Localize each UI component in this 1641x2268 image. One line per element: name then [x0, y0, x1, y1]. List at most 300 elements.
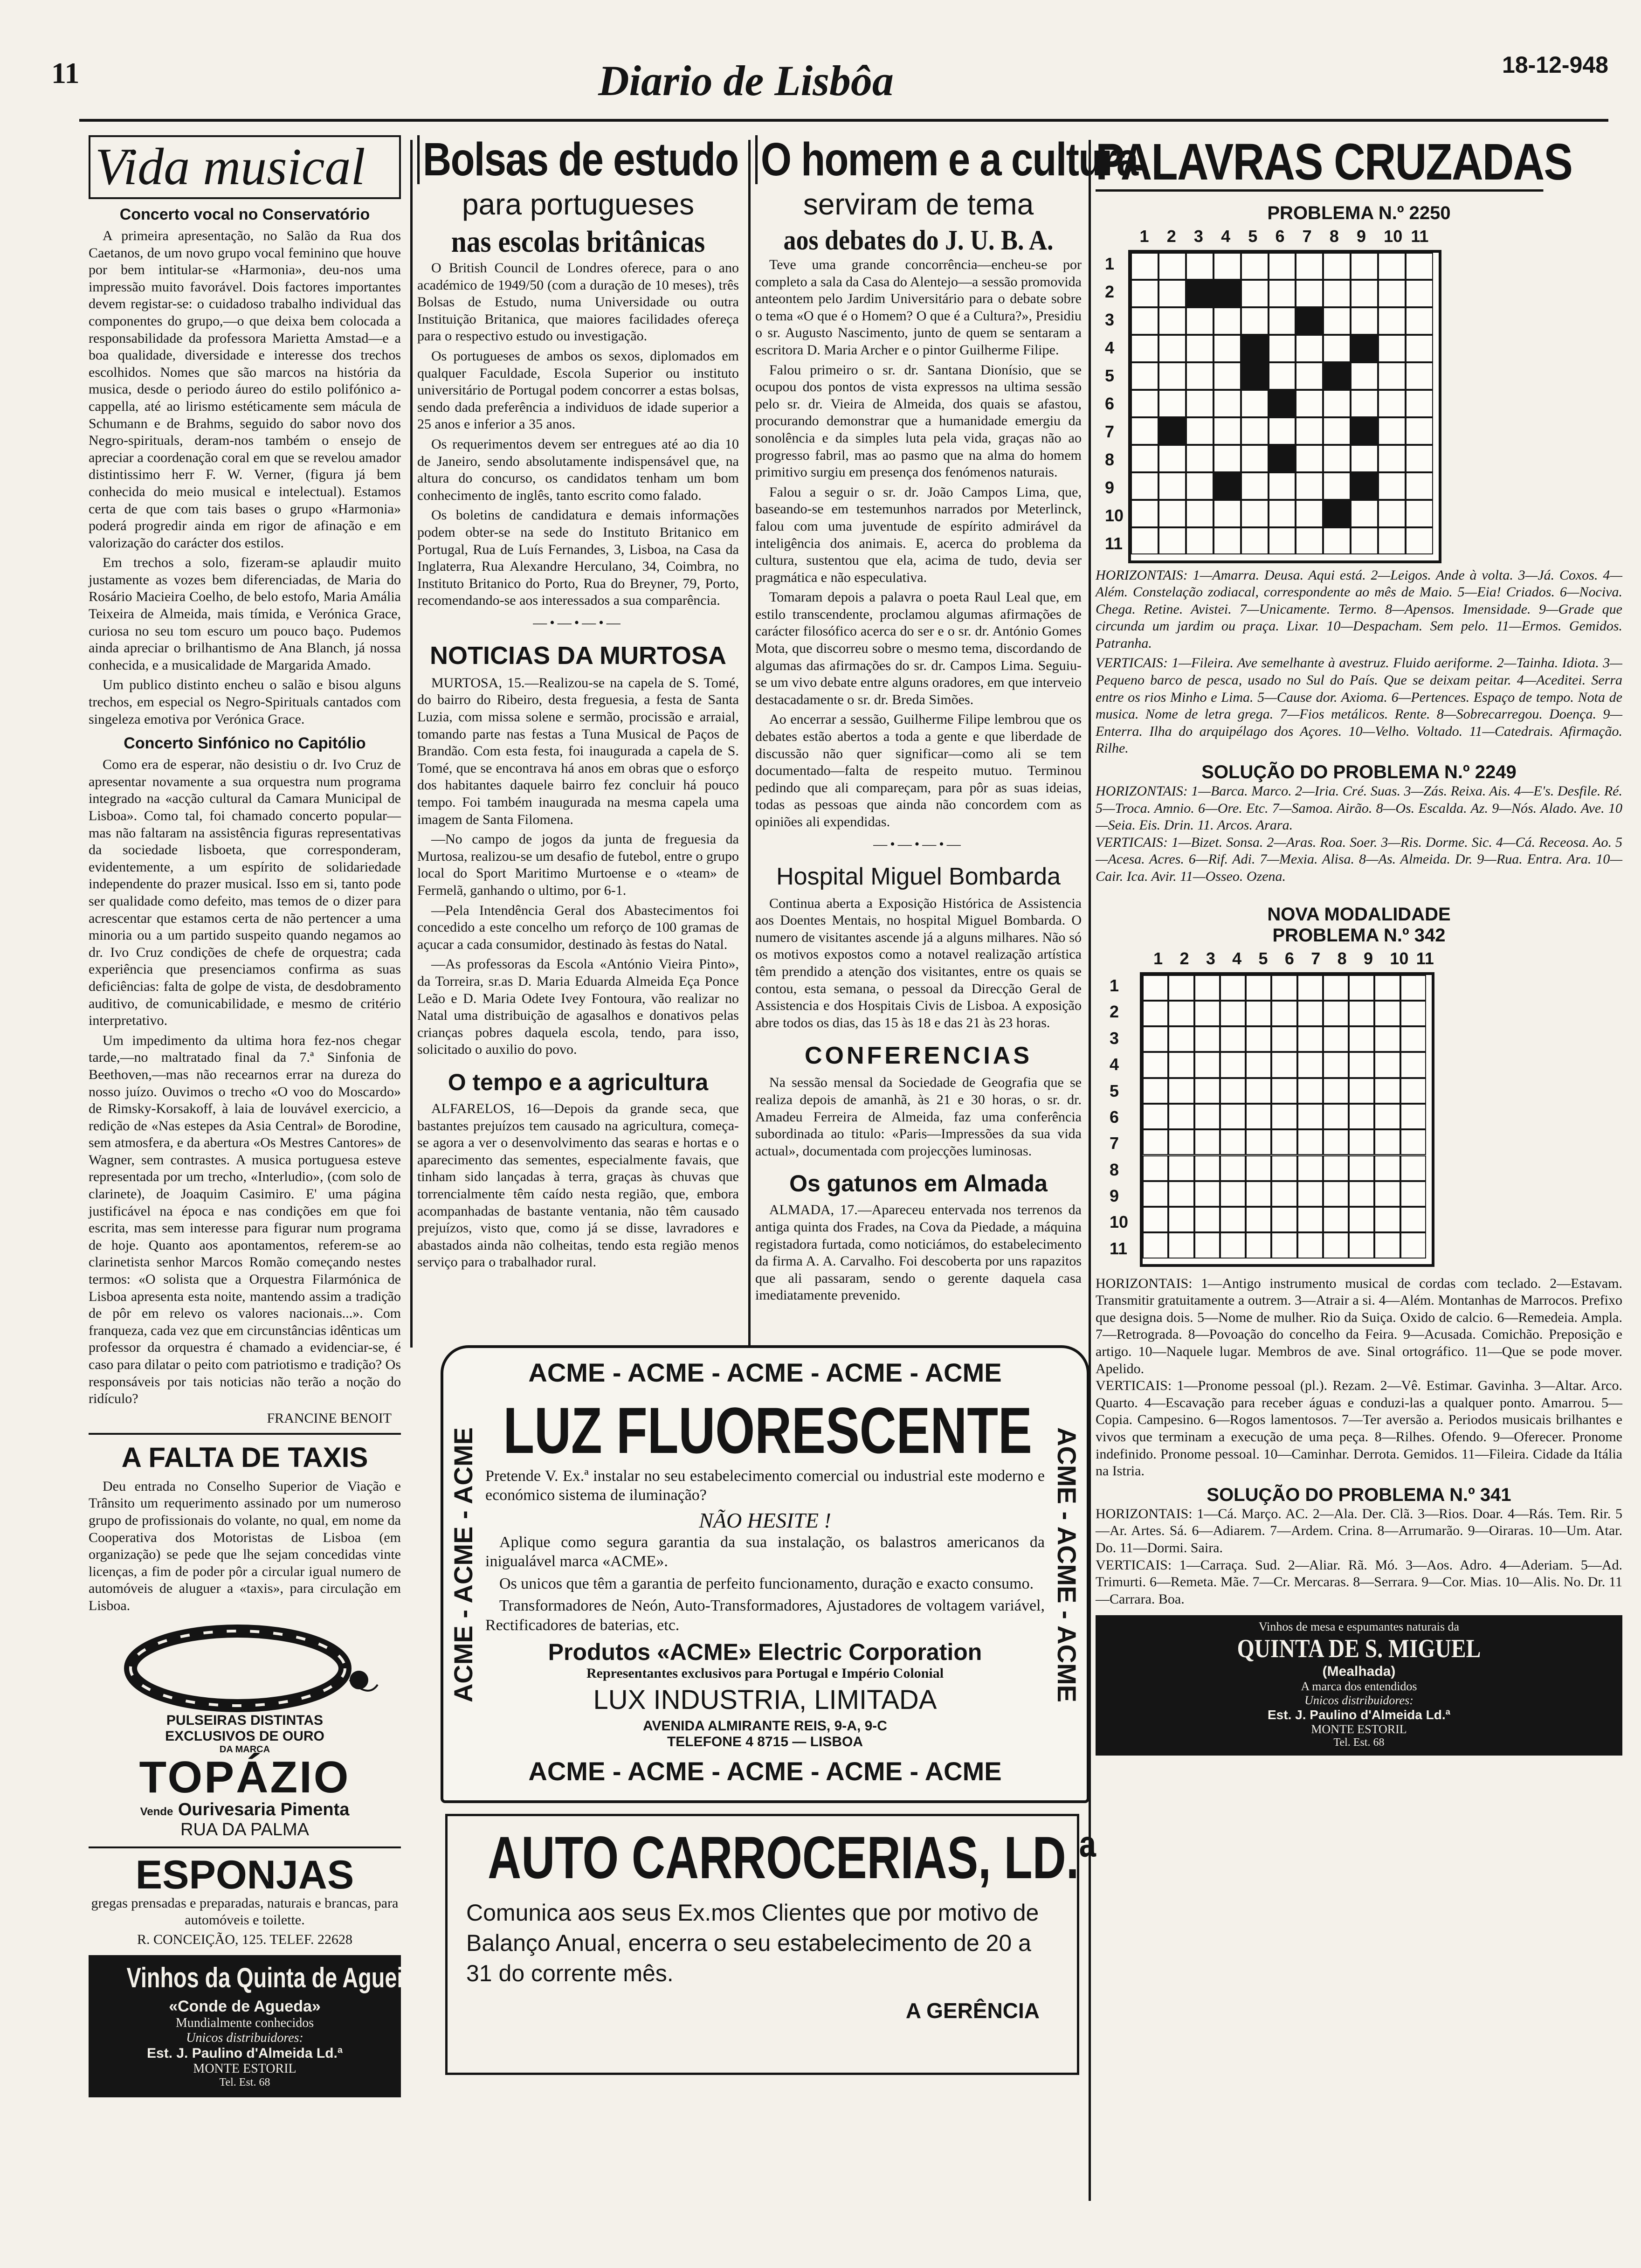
- grid-cell[interactable]: [1297, 1232, 1323, 1258]
- grid-cell[interactable]: [1269, 472, 1296, 500]
- taxis-title: A FALTA DE TAXIS: [121, 1441, 368, 1473]
- grid-cell[interactable]: [1271, 1078, 1297, 1104]
- grid-number: 6: [1110, 1107, 1119, 1127]
- grid-cell[interactable]: [1351, 280, 1378, 307]
- grid-cell[interactable]: [1351, 390, 1378, 417]
- grid-cell[interactable]: [1351, 307, 1378, 335]
- grid-cell[interactable]: [1351, 253, 1378, 280]
- acme-paragraph: Aplique como segura garantia da sua instalação, os balastros americanos da inigualável marca «ACME».: [485, 1533, 1045, 1570]
- crossword-column-numbers: [1147, 948, 1434, 969]
- grid-cell[interactable]: [1271, 1052, 1297, 1078]
- grid-cell[interactable]: [1297, 1001, 1323, 1026]
- grid-cell[interactable]: [1323, 500, 1351, 527]
- grid-cell[interactable]: [1220, 1026, 1246, 1052]
- grid-cell[interactable]: [1168, 1129, 1194, 1155]
- grid-cell[interactable]: [1297, 1078, 1323, 1104]
- grid-cell[interactable]: [1186, 390, 1214, 417]
- grid-number: 9: [1105, 477, 1115, 497]
- grid-cell[interactable]: [1271, 1001, 1297, 1026]
- grid-cell[interactable]: [1241, 253, 1269, 280]
- grid-cell[interactable]: [1241, 362, 1269, 390]
- auto-title: AUTO CARROCERIAS, LD.ª: [488, 1825, 1096, 1891]
- grid-cell[interactable]: [1143, 1207, 1168, 1232]
- issue-date: 18-12-948: [1502, 52, 1608, 78]
- grid-cell[interactable]: [1374, 975, 1400, 1001]
- grid-cell[interactable]: [1143, 1001, 1168, 1026]
- grid-cell[interactable]: [1214, 500, 1241, 527]
- grid-cell[interactable]: [1271, 1155, 1297, 1181]
- grid-cell[interactable]: [1323, 335, 1351, 362]
- grid-cell[interactable]: [1349, 1104, 1374, 1129]
- grid-cell[interactable]: [1186, 335, 1214, 362]
- grid-cell[interactable]: [1323, 307, 1351, 335]
- grid-cell[interactable]: [1168, 1181, 1194, 1207]
- grid-cell[interactable]: [1297, 1207, 1323, 1232]
- grid-cell[interactable]: [1220, 1232, 1246, 1258]
- grid-cell[interactable]: [1186, 500, 1214, 527]
- grid-cell[interactable]: [1406, 472, 1433, 500]
- grid-cell[interactable]: [1297, 1129, 1323, 1155]
- grid-cell[interactable]: [1351, 500, 1378, 527]
- grid-cell[interactable]: [1378, 335, 1406, 362]
- grid-cell[interactable]: [1349, 1078, 1374, 1104]
- grid-cell[interactable]: [1349, 1001, 1374, 1026]
- grid-cell[interactable]: [1246, 1207, 1271, 1232]
- grid-cell[interactable]: [1158, 472, 1186, 500]
- grid-cell[interactable]: [1323, 280, 1351, 307]
- grid-cell[interactable]: [1131, 335, 1158, 362]
- grid-cell[interactable]: [1168, 975, 1194, 1001]
- grid-cell[interactable]: [1400, 1078, 1426, 1104]
- grid-cell[interactable]: [1323, 390, 1351, 417]
- grid-cell[interactable]: [1323, 527, 1351, 555]
- grid-cell[interactable]: [1378, 362, 1406, 390]
- grid-cell[interactable]: [1349, 1155, 1374, 1181]
- grid-cell[interactable]: [1323, 1155, 1349, 1181]
- vinhos-line: Est. J. Paulino d'Almeida Ld.ª: [147, 2045, 343, 2061]
- grid-cell[interactable]: [1374, 1052, 1400, 1078]
- article-paragraph: MURTOSA, 15.—Realizou-se na capela de S. Tomé, do bairro do Ribeiro, desta freguesia, a festa de Santa Luzia, com missa solene e sermão, procissão e arraial, tomando parte nas festas a Tuna Musical de Paços de Brandão. Com esta festa, foi inaugurada a capela de S. Tomé, que se encontrava há anos em obras que o esforço dos habitantes daquele bairro fez concluir há pouco tempo. Foi também inaugurada na mesma capela uma imagem de Santa Filomena.: [417, 675, 739, 827]
- grid-cell[interactable]: [1296, 472, 1323, 500]
- grid-cell[interactable]: [1158, 280, 1186, 307]
- grid-cell[interactable]: [1269, 280, 1296, 307]
- grid-cell[interactable]: [1323, 1207, 1349, 1232]
- grid-cell[interactable]: [1296, 445, 1323, 472]
- grid-cell[interactable]: [1296, 390, 1323, 417]
- grid-cell[interactable]: [1323, 445, 1351, 472]
- grid-cell[interactable]: [1323, 1052, 1349, 1078]
- grid-cell[interactable]: [1158, 335, 1186, 362]
- grid-cell[interactable]: [1269, 527, 1296, 555]
- grid-cell[interactable]: [1374, 1001, 1400, 1026]
- grid-cell[interactable]: [1194, 1129, 1220, 1155]
- grid-cell[interactable]: [1349, 1026, 1374, 1052]
- grid-cell[interactable]: [1194, 1181, 1220, 1207]
- grid-cell[interactable]: [1406, 527, 1433, 555]
- article-paragraph: Os boletins de candidatura e demais informações podem obter-se na sede do Instituto Britanico em Portugal, Rua de Luís Fernandes, 3, Lisboa, na Casa da Inglaterra, Rua Alexandre Herculano, 34, Coimbra, no Instituto Britanico do Porto, Rua do Breyner, 79, Porto, recomendando-se aos interessados a sua comparência.: [417, 507, 739, 608]
- grid-cell[interactable]: [1168, 1104, 1194, 1129]
- solution-2249-verticals: VERTICAIS: 1—Bizet. Sonsa. 2—Aras. Roa. Soer. 3—Ris. Dorme. Sic. 4—Cá. Receosa. Ao. 5—Acesa. Acres. 6—Rif. Adi. 7—Mexia. Alisa. 8—As. Almeida. Dr. 9—Rua. Entra. Ara. 10—Cair. Ica. Avir. 11—Osseo. Ozena.: [1096, 834, 1622, 884]
- grid-cell[interactable]: [1158, 362, 1186, 390]
- crossword-horizontals: HORIZONTAIS: 1—Amarra. Deusa. Aqui está. 2—Leigos. Ande à volta. 3—Já. Coxos. 4—Além. Constelação zodiacal, correspondente ao mês de Maio. 5—Eia! Criados. 6—Nociva. Chega. Retine. Avistei. 7—Unicamente. Termo. 8—Apensos. Imensidade. 9—Grade que circunda um jardim ou praça. Lixar. 10—Despacham. Sem pelo. 11—Ermos. Gemidos. Patranha.: [1096, 567, 1622, 651]
- crossword-title: PALAVRAS CRUZADAS: [1096, 133, 1572, 191]
- grid-cell[interactable]: [1168, 1052, 1194, 1078]
- grid-cell[interactable]: [1296, 417, 1323, 445]
- grid-cell[interactable]: [1378, 253, 1406, 280]
- grid-cell[interactable]: [1406, 335, 1433, 362]
- grid-number: 11: [1411, 226, 1429, 246]
- solution-2249-horizontals: HORIZONTAIS: 1—Barca. Marco. 2—Iria. Cré. Suas. 3—Zás. Reixa. Ais. 4—E's. Desfile. Ré. 5—Troca. Amnio. 6—Ore. Etc. 7—Samoa. Airão. 8—Os. Escalda. Az. 9—Nós. Alado. Ave. 10—Seia. Eis. Drin. 11. Arcos. Arara.: [1096, 783, 1622, 833]
- grid-cell[interactable]: [1143, 1129, 1168, 1155]
- grid-cell[interactable]: [1374, 1232, 1400, 1258]
- grid-cell[interactable]: [1400, 1232, 1426, 1258]
- grid-number: 7: [1110, 1134, 1119, 1153]
- grid-cell[interactable]: [1158, 445, 1186, 472]
- grid-cell[interactable]: [1241, 390, 1269, 417]
- grid-cell[interactable]: [1214, 253, 1241, 280]
- crossword-grid-2250: [1128, 250, 1441, 563]
- grid-cell[interactable]: [1406, 253, 1433, 280]
- grid-cell[interactable]: [1374, 1078, 1400, 1104]
- grid-cell[interactable]: [1406, 280, 1433, 307]
- grid-cell[interactable]: [1296, 527, 1323, 555]
- grid-cell[interactable]: [1158, 417, 1186, 445]
- grid-cell[interactable]: [1323, 1129, 1349, 1155]
- grid-cell[interactable]: [1378, 417, 1406, 445]
- grid-cell[interactable]: [1214, 390, 1241, 417]
- grid-cell[interactable]: [1131, 280, 1158, 307]
- grid-cell[interactable]: [1269, 390, 1296, 417]
- grid-cell[interactable]: [1131, 253, 1158, 280]
- grid-cell[interactable]: [1158, 307, 1186, 335]
- article-paragraph: Ao encerrar a sessão, Guilherme Filipe lembrou que os debates estão abertos a toda a gente e que liberdade de discussão não quer significar—como ali se tem documentado—falta de respeito mutuo. Terminou pedindo que ali compareçam, para pôr as suas ideias, todas as pessoas que ainda não concordem com as opiniões ali expendidas.: [755, 712, 1082, 830]
- grid-cell[interactable]: [1220, 1052, 1246, 1078]
- grid-cell[interactable]: [1378, 390, 1406, 417]
- grid-cell[interactable]: [1220, 1181, 1246, 1207]
- grid-cell[interactable]: [1220, 1155, 1246, 1181]
- grid-cell[interactable]: [1214, 362, 1241, 390]
- grid-cell[interactable]: [1297, 1104, 1323, 1129]
- grid-cell[interactable]: [1143, 1104, 1168, 1129]
- grid-cell[interactable]: [1271, 1129, 1297, 1155]
- grid-cell[interactable]: [1220, 975, 1246, 1001]
- grid-cell[interactable]: [1378, 445, 1406, 472]
- grid-cell[interactable]: [1406, 390, 1433, 417]
- grid-cell[interactable]: [1246, 1078, 1271, 1104]
- grid-cell[interactable]: [1214, 307, 1241, 335]
- solution-341-horizontals: HORIZONTAIS: 1—Cá. Março. AC. 2—Ala. Der. Clã. 3—Rios. Doar. 4—Rás. Tem. Rir. 5—Ar. Artes. Sá. 6—Adiarem. 7—Ardem. Crina. 8—Arrumarão. 9—Oiraras. 10—Um. Atar. Do. 11—Dormi. Saira.: [1096, 1506, 1622, 1556]
- quinta-sao-miguel-ad: [1096, 1615, 1622, 1756]
- grid-cell[interactable]: [1220, 1207, 1246, 1232]
- grid-cell[interactable]: [1186, 445, 1214, 472]
- acme-phone: TELEFONE 4 8715 — LISBOA: [667, 1734, 863, 1750]
- grid-cell[interactable]: [1400, 1001, 1426, 1026]
- acme-paragraph: Transformadores de Neón, Auto-Transformadores, Ajustadores de voltagem variável, Rectificadores de baterias, etc.: [485, 1597, 1045, 1634]
- quinta-line: Unicos distribuidores:: [1304, 1694, 1413, 1708]
- grid-cell[interactable]: [1271, 1232, 1297, 1258]
- page-number: 11: [51, 56, 80, 90]
- grid-cell[interactable]: [1158, 500, 1186, 527]
- grid-cell[interactable]: [1400, 1155, 1426, 1181]
- grid-cell[interactable]: [1241, 335, 1269, 362]
- grid-number: 6: [1284, 948, 1294, 968]
- grid-cell[interactable]: [1131, 500, 1158, 527]
- grid-cell[interactable]: [1186, 472, 1214, 500]
- crossword-grid-342: [1140, 972, 1434, 1267]
- grid-cell[interactable]: [1323, 1104, 1349, 1129]
- grid-cell[interactable]: [1168, 1232, 1194, 1258]
- grid-cell[interactable]: [1194, 1207, 1220, 1232]
- grid-cell[interactable]: [1378, 527, 1406, 555]
- grid-cell[interactable]: [1406, 417, 1433, 445]
- grid-cell[interactable]: [1351, 445, 1378, 472]
- grid-cell[interactable]: [1269, 500, 1296, 527]
- hospital-title: Hospital Miguel Bombarda: [776, 863, 1061, 890]
- grid-cell[interactable]: [1400, 1026, 1426, 1052]
- grid-cell[interactable]: [1220, 1078, 1246, 1104]
- acme-products: Produtos «ACME» Electric Corporation: [548, 1639, 982, 1666]
- grid-cell[interactable]: [1186, 253, 1214, 280]
- grid-cell[interactable]: [1214, 335, 1241, 362]
- grid-cell[interactable]: [1168, 1001, 1194, 1026]
- grid-cell[interactable]: [1241, 307, 1269, 335]
- quinta-title: QUINTA DE S. MIGUEL: [1237, 1634, 1481, 1664]
- grid-cell[interactable]: [1406, 500, 1433, 527]
- grid-number: 8: [1329, 226, 1339, 246]
- grid-cell[interactable]: [1271, 975, 1297, 1001]
- grid-cell[interactable]: [1246, 1155, 1271, 1181]
- grid-cell[interactable]: [1143, 1026, 1168, 1052]
- grid-cell[interactable]: [1194, 1155, 1220, 1181]
- esponjas-title: ESPONJAS: [135, 1852, 354, 1897]
- grid-cell[interactable]: [1246, 1232, 1271, 1258]
- grid-cell[interactable]: [1143, 1232, 1168, 1258]
- grid-cell[interactable]: [1406, 307, 1433, 335]
- grid-cell[interactable]: [1297, 1155, 1323, 1181]
- grid-cell[interactable]: [1131, 527, 1158, 555]
- grid-cell[interactable]: [1246, 1129, 1271, 1155]
- grid-cell[interactable]: [1186, 417, 1214, 445]
- article-paragraph: —No campo de jogos da junta de freguesia da Murtosa, realizou-se um desafio de futebol, entre o grupo local do Sport Maritimo Murtoense e o «team» de Fermelã, ganhando o ultimo, por 6-1.: [417, 831, 739, 898]
- grid-cell[interactable]: [1349, 1181, 1374, 1207]
- article-paragraph: Um impedimento da ultima hora fez-nos chegar tarde,—no maltratado final da 7.ª Sinfonia de Beethoven,—mas não recearnos errar na dureza do nosso juízo. Ouvimos o trecho «O voo do Moscardo» de Rimsky-Korsakoff, à laia de louvável exercicio, a redição de «Nas estepes da Asia Central» de Borodine, sem atmosfera, e da abertura «Os Mestres Cantores» de Wagner, sem contrastes. A musica portuguesa esteve representada por um trecho, «Interludio», (com solo de clarinete), de Joaquim Casimiro. E' uma página justificável na época e nas condições em que foi escrita, mas sem interesse para figurar num programa de hoje. Quanto aos apontamentos, referem-se ao clarinetista senhor Marcos Romão começando nestes termos: «O solista que a Orquestra Filarmónica de Lisboa apresenta esta noite, mantendo assim a tradição de pôr em relevo os valores nacionais...». Com franqueza, cada vez que em circunstâncias idênticas um professor da orquestra é chamado a evidenciar-se, é caso para dilatar o peito com patriotismo e tradição? Os responsáveis por tais noticias não terão a noção do ridículo?: [89, 1032, 401, 1407]
- grid-cell[interactable]: [1296, 500, 1323, 527]
- grid-number: 2: [1179, 948, 1189, 968]
- grid-cell[interactable]: [1168, 1078, 1194, 1104]
- grid-cell[interactable]: [1406, 445, 1433, 472]
- grid-cell[interactable]: [1269, 307, 1296, 335]
- grid-number: 4: [1221, 226, 1231, 246]
- grid-cell[interactable]: [1269, 417, 1296, 445]
- grid-cell[interactable]: [1351, 417, 1378, 445]
- grid-cell[interactable]: [1351, 527, 1378, 555]
- grid-cell[interactable]: [1296, 335, 1323, 362]
- grid-cell[interactable]: [1214, 445, 1241, 472]
- grid-cell[interactable]: [1400, 1181, 1426, 1207]
- crossword-row-numbers: [1110, 972, 1128, 1261]
- acme-nao-hesite: NÃO HESITE !: [699, 1508, 831, 1532]
- grid-cell[interactable]: [1241, 472, 1269, 500]
- grid-cell[interactable]: [1143, 1052, 1168, 1078]
- grid-cell[interactable]: [1406, 362, 1433, 390]
- quinta-sub: (Mealhada): [1322, 1664, 1396, 1680]
- column-rule: [748, 140, 751, 1348]
- topazio-brand: TOPÁZIO: [139, 1752, 351, 1802]
- grid-cell[interactable]: [1296, 253, 1323, 280]
- grid-cell[interactable]: [1214, 417, 1241, 445]
- grid-cell[interactable]: [1246, 975, 1271, 1001]
- grid-cell[interactable]: [1269, 335, 1296, 362]
- grid-cell[interactable]: [1194, 1104, 1220, 1129]
- grid-cell[interactable]: [1271, 1104, 1297, 1129]
- grid-cell[interactable]: [1131, 472, 1158, 500]
- grid-cell[interactable]: [1220, 1129, 1246, 1155]
- grid-cell[interactable]: [1349, 1232, 1374, 1258]
- grid-cell[interactable]: [1323, 253, 1351, 280]
- grid-cell[interactable]: [1241, 527, 1269, 555]
- grid-cell[interactable]: [1194, 1052, 1220, 1078]
- grid-number: 8: [1337, 948, 1347, 968]
- grid-cell[interactable]: [1374, 1207, 1400, 1232]
- auto-carrocerias-ad: [445, 1814, 1096, 2075]
- grid-cell[interactable]: [1246, 1001, 1271, 1026]
- grid-cell[interactable]: [1246, 1026, 1271, 1052]
- grid-number: 4: [1105, 338, 1115, 357]
- grid-cell[interactable]: [1296, 307, 1323, 335]
- grid-cell[interactable]: [1214, 527, 1241, 555]
- grid-cell[interactable]: [1378, 472, 1406, 500]
- grid-cell[interactable]: [1323, 1232, 1349, 1258]
- grid-cell[interactable]: [1400, 975, 1426, 1001]
- grid-cell[interactable]: [1323, 1001, 1349, 1026]
- grid-cell[interactable]: [1349, 1129, 1374, 1155]
- grid-cell[interactable]: [1351, 362, 1378, 390]
- article-paragraph: ALMADA, 17.—Apareceu entervada nos terrenos da antiga quinta dos Frades, na Cova da Piedade, a máquina registadora furtada, como noticiámos, do estabelecimento da firma A. A. Carvalho. Foi descoberta por uns rapazitos que ali passaram, sendo o gerente daquela casa imediatamente prevenido.: [755, 1202, 1082, 1303]
- grid-cell[interactable]: [1349, 1207, 1374, 1232]
- grid-cell[interactable]: [1400, 1129, 1426, 1155]
- grid-cell[interactable]: [1323, 472, 1351, 500]
- grid-cell[interactable]: [1131, 390, 1158, 417]
- grid-cell[interactable]: [1271, 1207, 1297, 1232]
- grid-cell[interactable]: [1400, 1207, 1426, 1232]
- grid-cell[interactable]: [1194, 1078, 1220, 1104]
- grid-cell[interactable]: [1143, 1181, 1168, 1207]
- grid-cell[interactable]: [1269, 253, 1296, 280]
- tempo-title: O tempo e a agricultura: [448, 1069, 709, 1095]
- grid-cell[interactable]: [1349, 1052, 1374, 1078]
- grid-cell[interactable]: [1323, 1181, 1349, 1207]
- grid-cell[interactable]: [1323, 417, 1351, 445]
- article-paragraph: —Pela Intendência Geral dos Abastecimentos foi concedido a este concelho um reforço de 100 gramas de açucar a cada consumidor, destinado às festas do Natal.: [417, 902, 739, 952]
- header-rule: [79, 119, 1608, 122]
- grid-number: 10: [1110, 1212, 1129, 1232]
- grid-number: 4: [1232, 948, 1242, 968]
- grid-number: 5: [1110, 1081, 1119, 1100]
- grid-cell[interactable]: [1246, 1052, 1271, 1078]
- grid-cell[interactable]: [1168, 1207, 1194, 1232]
- grid-cell[interactable]: [1131, 417, 1158, 445]
- grid-cell[interactable]: [1131, 362, 1158, 390]
- bolsas-mid: nas escolas britânicas: [451, 225, 705, 259]
- grid-cell[interactable]: [1323, 362, 1351, 390]
- grid-cell[interactable]: [1220, 1001, 1246, 1026]
- grid-cell[interactable]: [1297, 1026, 1323, 1052]
- grid-cell[interactable]: [1374, 1129, 1400, 1155]
- grid-cell[interactable]: [1241, 500, 1269, 527]
- column-crosswords: [1096, 135, 1622, 2224]
- grid-cell[interactable]: [1194, 1232, 1220, 1258]
- grid-cell[interactable]: [1186, 362, 1214, 390]
- grid-cell[interactable]: [1186, 307, 1214, 335]
- grid-cell[interactable]: [1323, 1026, 1349, 1052]
- grid-cell[interactable]: [1297, 1052, 1323, 1078]
- grid-cell[interactable]: [1194, 1026, 1220, 1052]
- grid-cell[interactable]: [1186, 280, 1214, 307]
- crossword-area-342: [1096, 949, 1622, 1275]
- grid-cell[interactable]: [1349, 975, 1374, 1001]
- grid-cell[interactable]: [1143, 1155, 1168, 1181]
- grid-cell[interactable]: [1220, 1104, 1246, 1129]
- grid-cell[interactable]: [1297, 975, 1323, 1001]
- grid-cell[interactable]: [1374, 1104, 1400, 1129]
- grid-cell[interactable]: [1158, 527, 1186, 555]
- grid-cell[interactable]: [1158, 253, 1186, 280]
- grid-cell[interactable]: [1400, 1104, 1426, 1129]
- grid-cell[interactable]: [1374, 1155, 1400, 1181]
- article-paragraph: O British Council de Londres oferece, para o ano académico de 1949/50 (com a duração de 10 meses), três Bolsas de Estudo, numa Universidade ou outra Instituição Britanica, que maiores facilidades ofereça para o respectivo estudo ou investigação.: [417, 260, 739, 344]
- grid-cell[interactable]: [1269, 445, 1296, 472]
- grid-cell[interactable]: [1168, 1026, 1194, 1052]
- crossword-column-numbers: [1133, 226, 1429, 247]
- grid-cell[interactable]: [1241, 445, 1269, 472]
- grid-cell[interactable]: [1374, 1181, 1400, 1207]
- grid-cell[interactable]: [1351, 335, 1378, 362]
- grid-cell[interactable]: [1214, 280, 1241, 307]
- grid-cell[interactable]: [1323, 975, 1349, 1001]
- grid-cell[interactable]: [1269, 362, 1296, 390]
- grid-cell[interactable]: [1378, 500, 1406, 527]
- grid-cell[interactable]: [1378, 280, 1406, 307]
- grid-cell[interactable]: [1168, 1155, 1194, 1181]
- grid-cell[interactable]: [1296, 280, 1323, 307]
- grid-cell[interactable]: [1400, 1052, 1426, 1078]
- grid-cell[interactable]: [1194, 1001, 1220, 1026]
- grid-cell[interactable]: [1297, 1181, 1323, 1207]
- grid-cell[interactable]: [1296, 362, 1323, 390]
- grid-cell[interactable]: [1241, 417, 1269, 445]
- grid-cell[interactable]: [1143, 975, 1168, 1001]
- grid-cell[interactable]: [1374, 1026, 1400, 1052]
- grid-cell[interactable]: [1351, 472, 1378, 500]
- grid-cell[interactable]: [1378, 307, 1406, 335]
- grid-cell[interactable]: [1246, 1104, 1271, 1129]
- grid-cell[interactable]: [1271, 1026, 1297, 1052]
- grid-cell[interactable]: [1214, 472, 1241, 500]
- grid-cell[interactable]: [1143, 1078, 1168, 1104]
- grid-cell[interactable]: [1158, 390, 1186, 417]
- grid-cell[interactable]: [1131, 445, 1158, 472]
- grid-cell[interactable]: [1194, 975, 1220, 1001]
- grid-cell[interactable]: [1246, 1181, 1271, 1207]
- grid-cell[interactable]: [1241, 280, 1269, 307]
- grid-cell[interactable]: [1186, 527, 1214, 555]
- grid-cell[interactable]: [1271, 1181, 1297, 1207]
- grid-cell[interactable]: [1131, 307, 1158, 335]
- crossword-problem-title: PROBLEMA N.º 2250: [1267, 202, 1451, 223]
- topazio-ad: [89, 1713, 401, 1840]
- grid-cell[interactable]: [1323, 1078, 1349, 1104]
- homem-mid: aos debates do J. U. B. A.: [783, 225, 1054, 256]
